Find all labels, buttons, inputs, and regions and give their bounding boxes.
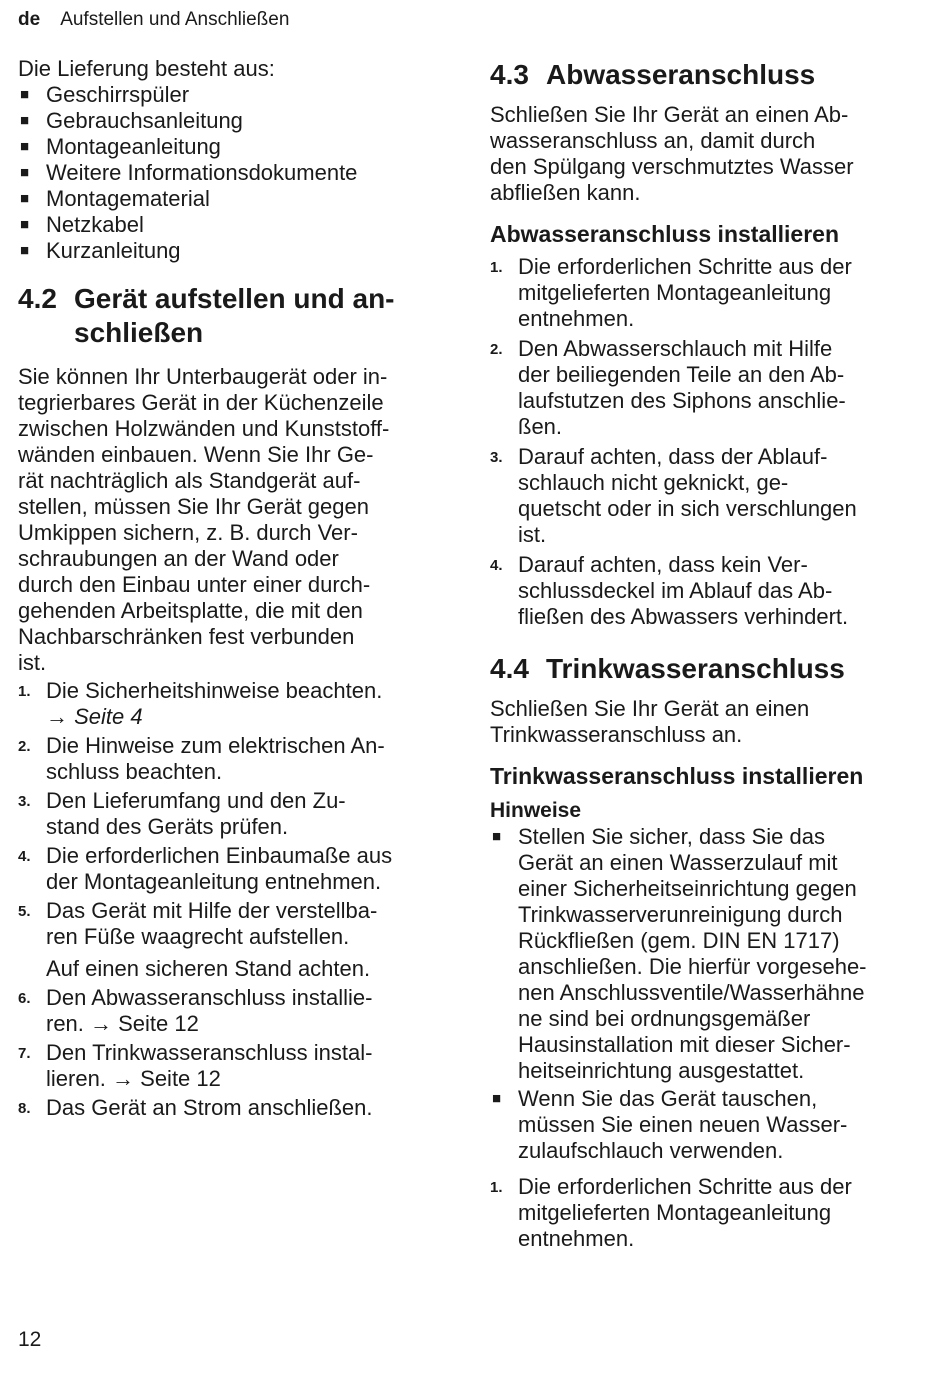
section-heading-4-3: 4.3 Abwasseranschluss [490,59,816,90]
subheading-trinkwasser: Trinkwasseranschluss installieren [490,763,864,789]
step-item: 3. Den Lieferumfang und den Zu- stand des Geräts prüfen. [18,788,346,839]
page-reference[interactable]: ren. → Seite 12 [46,1011,199,1036]
square-bullet-icon: ■ [20,112,30,129]
list-item: ■ Wenn Sie das Gerät tauschen, müssen Sie einen neuen Wasser- zulaufschlauch verwenden. [492,1086,848,1163]
list-item: ■ Geschirrspüler [20,82,190,107]
step-item: 4. Die erforderlichen Einbaumaße aus der Montageanleitung entnehmen. [18,843,393,894]
section-4-3-paragraph: Schließen Sie Ihr Gerät an einen Ab- wasseranschluss an, damit durch den Spülgang verschmutztes Wasser abfließen kann. [490,102,854,205]
step-item: 7. Den Trinkwasseranschluss instal- lieren. → Seite 12 [18,1040,458,1092]
section-4-2-steps [18,678,458,1121]
page-reference[interactable]: lieren. → Seite 12 [46,1066,221,1091]
section-4-2-paragraph: Sie können Ihr Unterbaugerät oder in- tegrierbares Gerät in der Küchenzeile zwischen Holzwänden und Kunststoff- wänden einbauen. Wenn Sie Ihr Ge- rät nachträglich als Standgerät auf- stellen, müssen Sie Ihr Gerät gegen Umkippen sichern, z. B. durch Ver- schraubungen an der Wand oder durch den Einbau unter einer durch- gehenden Arbeitsplatte, die mit den Nachbarschränken fest verbunden ist. [18,364,390,675]
step-note: Auf einen sicheren Stand achten. [46,956,371,981]
section-heading-4-2: 4.2 Gerät aufstellen und an- schließen [18,283,395,348]
square-bullet-icon: ■ [20,190,30,207]
delivery-intro: Die Lieferung besteht aus: [18,56,275,81]
step-item: 8. Das Gerät an Strom anschließen. [18,1095,373,1120]
square-bullet-icon: ■ [492,1090,502,1107]
page-number: 12 [18,1328,42,1351]
section-4-3-steps [490,254,920,630]
language-tag: de [18,9,41,30]
square-bullet-icon: ■ [20,164,30,181]
step-item: 6. Den Abwasseranschluss installie- ren. → Seite 12 [18,985,458,1037]
page-header [18,9,289,31]
square-bullet-icon: ■ [20,242,30,259]
list-item: ■ Stellen Sie sicher, dass Sie das Gerät an einen Wasserzulauf mit einer Sicherheitseinrichtung gegen Trinkwasserverunreinigung durch Rückfließen (gem. DIN EN 1717) anschließen. Die hierfür vorgesehe- nen Anschlussventile/Wasserhähne ne sind bei ordnungsgemäßer Hausinstallation mit dieser Sicher- heitseinrichtung ausgestattet. [492,824,867,1083]
delivery-list [18,82,458,264]
square-bullet-icon: ■ [20,86,30,103]
step-item: 1. Die erforderlichen Schritte aus der mitgelieferten Montageanleitung entnehmen. [490,254,852,331]
hinweise-heading: Hinweise [490,799,582,822]
list-item: ■ Montageanleitung [20,134,221,159]
step-item: 2. Die Hinweise zum elektrischen An- schluss beachten. [18,733,385,784]
hinweise-list [490,824,920,1164]
step-item: 2. Den Abwasserschlauch mit Hilfe der beiliegenden Teile an den Ab- laufstutzen des Siphons anschlie- ßen. [490,336,846,439]
square-bullet-icon: ■ [20,138,30,155]
section-4-4-paragraph: Schließen Sie Ihr Gerät an einen Trinkwasseranschluss an. [490,696,810,747]
list-item: ■ Gebrauchsanleitung [20,108,243,133]
left-column [18,56,458,1121]
square-bullet-icon: ■ [492,828,502,845]
section-4-4-steps [490,1174,920,1252]
list-item: ■ Weitere Informationsdokumente [20,160,358,185]
step-item: 5. Das Gerät mit Hilfe der verstellba- ren Füße waagrecht aufstellen. [18,898,378,949]
page-reference[interactable]: → Seite 4 [46,704,143,729]
square-bullet-icon: ■ [20,216,30,233]
step-item: 1. Die erforderlichen Schritte aus der mitgelieferten Montageanleitung entnehmen. [490,1174,852,1251]
header-title: Aufstellen und Anschließen [60,9,290,30]
section-heading-4-4: 4.4 Trinkwasseranschluss [490,653,845,684]
right-column [490,56,920,1252]
list-item: ■ Netzkabel [20,212,144,237]
list-item: ■ Kurzanleitung [20,238,181,263]
step-item: 3. Darauf achten, dass der Ablauf- schlauch nicht geknickt, ge- quetscht oder in sich verschlungen ist. [490,444,857,547]
subheading-abwasser: Abwasseranschluss installieren [490,221,839,247]
step-item: 4. Darauf achten, dass kein Ver- schlussdeckel im Ablauf das Ab- fließen des Abwassers verhindert. [490,552,849,629]
step-item: 1. Die Sicherheitshinweise beachten. → Seite 4 [18,678,458,730]
list-item: ■ Montagematerial [20,186,210,211]
